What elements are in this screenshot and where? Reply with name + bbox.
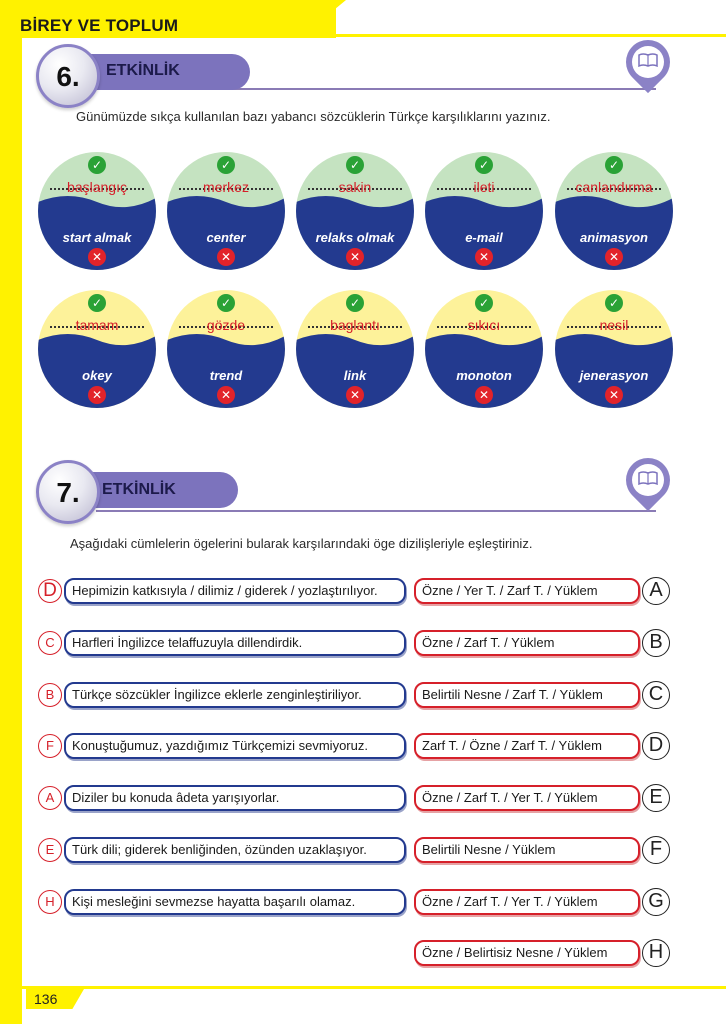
- foreign-word: animasyon: [580, 230, 648, 245]
- book-icon: [638, 53, 658, 67]
- foreign-word: jenerasyon: [579, 368, 649, 383]
- option-letter: F: [642, 836, 670, 864]
- cross-icon: ✕: [346, 248, 364, 266]
- handwritten-answer: merkez: [203, 179, 249, 195]
- page-frame-top-line: [336, 34, 726, 37]
- handwritten-answer: başlangıç: [67, 179, 127, 195]
- option-letter: H: [642, 939, 670, 967]
- cross-icon: ✕: [88, 248, 106, 266]
- book-pin-icon: [626, 458, 670, 510]
- sentence-box: Harfleri İngilizce telaffuzuyla dillendirdik.: [64, 630, 406, 656]
- check-icon: ✓: [88, 156, 106, 174]
- option-letter: A: [642, 577, 670, 605]
- option-box: Özne / Zarf T. / Yer T. / Yüklem: [414, 889, 640, 915]
- word-circle: [425, 290, 543, 408]
- cross-icon: ✕: [88, 386, 106, 404]
- answer-letter[interactable]: F: [38, 734, 62, 758]
- answer-letter[interactable]: H: [38, 890, 62, 914]
- book-icon: [638, 471, 658, 485]
- foreign-word: start almak: [62, 230, 132, 245]
- word-circle: [167, 152, 285, 270]
- option-letter: G: [642, 888, 670, 916]
- cross-icon: ✕: [605, 386, 623, 404]
- page-frame-left: [0, 0, 22, 1024]
- check-icon: ✓: [475, 156, 493, 174]
- answer-letter[interactable]: E: [38, 838, 62, 862]
- unit-title: BİREY VE TOPLUM: [20, 16, 179, 35]
- answer-letter[interactable]: C: [38, 631, 62, 655]
- cross-icon: ✕: [605, 248, 623, 266]
- option-box: Özne / Yer T. / Zarf T. / Yüklem: [414, 578, 640, 604]
- cross-icon: ✕: [475, 248, 493, 266]
- check-icon: ✓: [346, 294, 364, 312]
- sentence-box: Diziler bu konuda âdeta yarışıyorlar.: [64, 785, 406, 811]
- check-icon: ✓: [88, 294, 106, 312]
- sentence-box: Türkçe sözcükler İngilizce eklerle zenginleştiriliyor.: [64, 682, 406, 708]
- activity7-instruction: Aşağıdaki cümlelerin ögelerini bularak karşılarındaki öge dizilişleriyle eşleştiriniz.: [70, 536, 533, 551]
- handwritten-answer: nesil: [599, 317, 629, 333]
- sentence-box: Kişi mesleğini sevmezse hayatta başarılı olamaz.: [64, 889, 406, 915]
- sentence-box: Konuştuğumuz, yazdığımız Türkçemizi sevmiyoruz.: [64, 733, 406, 759]
- foreign-word: e-mail: [465, 230, 503, 245]
- option-box: Özne / Belirtisiz Nesne / Yüklem: [414, 940, 640, 966]
- activity6-number-badge: [36, 44, 100, 108]
- option-box: Belirtili Nesne / Zarf T. / Yüklem: [414, 682, 640, 708]
- handwritten-answer: gözde: [206, 317, 246, 333]
- cross-icon: ✕: [475, 386, 493, 404]
- check-icon: ✓: [605, 294, 623, 312]
- answer-letter[interactable]: D: [38, 579, 62, 603]
- activity6-label: ETKİNLİK: [106, 62, 180, 79]
- cross-icon: ✕: [217, 248, 235, 266]
- activity7-label: ETKİNLİK: [102, 481, 176, 498]
- word-circle: [555, 152, 673, 270]
- option-letter: B: [642, 629, 670, 657]
- option-letter: E: [642, 784, 670, 812]
- check-icon: ✓: [217, 294, 235, 312]
- word-circle: [296, 152, 414, 270]
- answer-letter[interactable]: B: [38, 683, 62, 707]
- foreign-word: link: [343, 368, 367, 383]
- foreign-word: relaks olmak: [315, 230, 395, 245]
- page-number: 136: [34, 991, 58, 1007]
- cross-icon: ✕: [346, 386, 364, 404]
- activity7-number-badge: [36, 460, 100, 524]
- word-circle: [425, 152, 543, 270]
- check-icon: ✓: [346, 156, 364, 174]
- handwritten-answer: sakin: [338, 179, 372, 195]
- option-letter: D: [642, 732, 670, 760]
- option-box: Zarf T. / Özne / Zarf T. / Yüklem: [414, 733, 640, 759]
- book-pin-icon: [626, 40, 670, 92]
- option-letter: C: [642, 681, 670, 709]
- cross-icon: ✕: [217, 386, 235, 404]
- handwritten-answer: canlandırma: [575, 179, 653, 195]
- handwritten-answer: ileti: [473, 179, 495, 195]
- handwritten-answer: tamam: [75, 317, 119, 333]
- check-icon: ✓: [605, 156, 623, 174]
- option-box: Özne / Zarf T. / Yüklem: [414, 630, 640, 656]
- foreign-word: monoton: [456, 368, 512, 383]
- check-icon: ✓: [217, 156, 235, 174]
- activity7-number: 7.: [56, 477, 80, 508]
- activity6-number: 6.: [56, 61, 80, 92]
- foreign-word: okey: [82, 368, 112, 383]
- word-circle: [38, 152, 156, 270]
- word-circle: [38, 290, 156, 408]
- page-frame-bottom-line: [22, 986, 726, 989]
- option-box: Belirtili Nesne / Yüklem: [414, 837, 640, 863]
- page-frame-top-slant: [300, 0, 346, 38]
- activity6-header: [36, 44, 656, 114]
- activity6-instruction: Günümüzde sıkça kullanılan bazı yabancı sözcüklerin Türkçe karşılıklarını yazınız.: [76, 109, 551, 124]
- activity7-header: [36, 460, 656, 530]
- word-circle: [555, 290, 673, 408]
- answer-letter[interactable]: A: [38, 786, 62, 810]
- word-circle: [167, 290, 285, 408]
- sentence-box: Türk dili; giderek benliğinden, özünden uzaklaşıyor.: [64, 837, 406, 863]
- sentence-box: Hepimizin katkısıyla / dilimiz / giderek / yozlaştırılıyor.: [64, 578, 406, 604]
- activity7-rule: [96, 510, 656, 512]
- handwritten-answer: sıkıcı: [467, 317, 501, 333]
- handwritten-answer: baglantı: [330, 317, 380, 333]
- foreign-word: trend: [209, 368, 243, 383]
- foreign-word: center: [206, 230, 246, 245]
- check-icon: ✓: [475, 294, 493, 312]
- word-circle: [296, 290, 414, 408]
- option-box: Özne / Zarf T. / Yer T. / Yüklem: [414, 785, 640, 811]
